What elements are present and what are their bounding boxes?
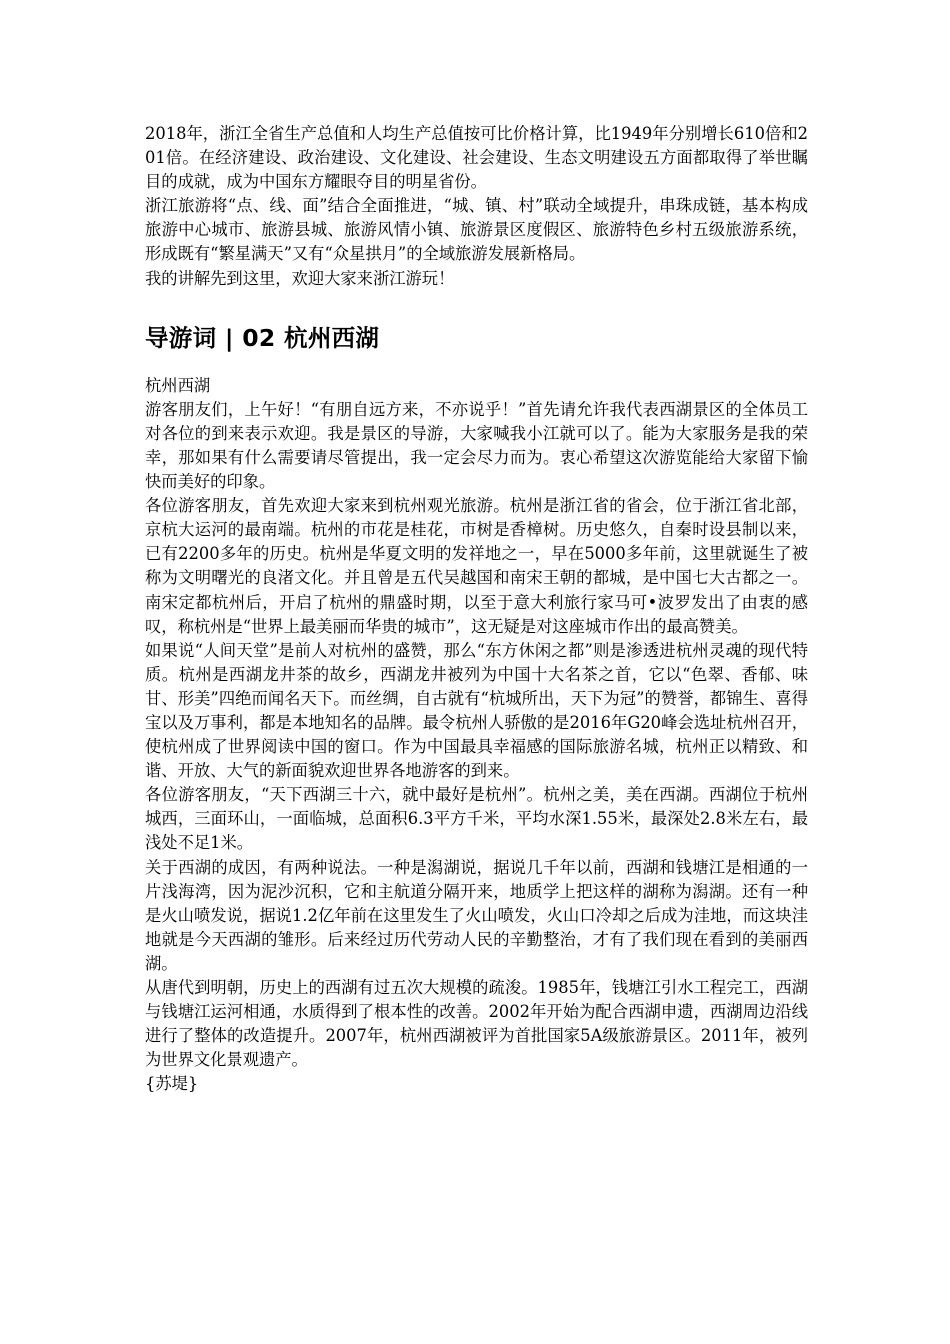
body-section — [145, 374, 808, 1097]
document-page — [145, 122, 808, 1096]
intro-paragraph-2: 浙江旅游将“点、线、面”结合全面推进，“城、镇、村”联动全域提升，串珠成链，基本构成旅游中心城市、旅游县城、旅游风情小镇、旅游景区度假区、旅游特色乡村五级旅游系统，形成既有“繁星满天”又有“众星拱月”的全域旅游发展新格局。 — [145, 196, 808, 264]
intro-section — [145, 122, 808, 291]
body-paragraph-6: 从唐代到明朝，历史上的西湖有过五次大规模的疏浚。1985年，钱塘江引水工程完工，西湖与钱塘江运河相通，水质得到了根本性的改善。2002年开始为配合西湖申遗，西湖周边沿线进行了整体的改造提升。2007年，杭州西湖被评为首批国家5A级旅游景区。2011年，被列为世界文化景观遗产。 — [145, 978, 808, 1070]
body-trailing-label: {苏堤} — [145, 1074, 199, 1094]
intro-paragraph-3: 我的讲解先到这里，欢迎大家来浙江游玩！ — [145, 268, 455, 288]
body-paragraph-3: 如果说“人间天堂”是前人对杭州的盛赞，那么“东方休闲之都”则是渗透进杭州灵魂的现代特质。杭州是西湖龙井茶的故乡，西湖龙井被列为中国十大名茶之首，它以“色翠、香郁、味甘、形美”四绝而闻名天下。而丝绸，自古就有“杭城所出，天下为冠”的赞誉，都锦生、喜得宝以及万事利，都是本地知名的品牌。最令杭州人骄傲的是2016年G20峰会选址杭州召开，使杭州成了世界阅读中国的窗口。作为中国最具幸福感的国际旅游名城，杭州正以精致、和谐、开放、大气的新面貌欢迎世界各地游客的到来。 — [145, 640, 808, 781]
section-heading: 导游词 | 02 杭州西湖 — [145, 323, 380, 352]
body-paragraph-2: 各位游客朋友，首先欢迎大家来到杭州观光旅游。杭州是浙江省的省会，位于浙江省北部，京杭大运河的最南端。杭州的市花是桂花，市树是香樟树。历史悠久，自秦时设县制以来，已有2200多年的历史。杭州是华夏文明的发祥地之一，早在5000多年前，这里就诞生了被称为文明曙光的良渚文化。并且曾是五代吴越国和南宋王朝的都城，是中国七大古都之一。南宋定都杭州后，开启了杭州的鼎盛时期，以至于意大利旅行家马可•波罗发出了由衷的感叹，称杭州是“世界上最美丽而华贵的城市”，这无疑是对这座城市作出的最高赞美。 — [145, 496, 808, 636]
body-paragraph-4: 各位游客朋友，“天下西湖三十六，就中最好是杭州”。杭州之美，美在西湖。西湖位于杭州城西，三面环山，一面临城，总面积6.3平方千米，平均水深1.55米，最深处2.8米左右，最浅处不足1米。 — [145, 785, 808, 853]
intro-paragraph-1: 2018年，浙江全省生产总值和人均生产总值按可比价格计算，比1949年分别增长610倍和201倍。在经济建设、政治建设、文化建设、社会建设、生态文明建设五方面都取得了举世瞩目的成就，成为中国东方耀眼夺目的明星省份。 — [145, 124, 808, 192]
body-paragraph-5: 关于西湖的成因，有两种说法。一种是潟湖说，据说几千年以前，西湖和钱塘江是相通的一片浅海湾，因为泥沙沉积，它和主航道分隔开来，地质学上把这样的湖称为潟湖。还有一种是火山喷发说，据说1.2亿年前在这里发生了火山喷发，火山口冷却之后成为洼地，而这块洼地就是今天西湖的雏形。后来经过历代劳动人民的辛勤整治，才有了我们现在看到的美丽西湖。 — [145, 857, 808, 973]
body-subtitle: 杭州西湖 — [145, 375, 211, 395]
body-paragraph-1: 游客朋友们，上午好！“有朋自远方来，不亦说乎！”首先请允许我代表西湖景区的全体员工对各位的到来表示欢迎。我是景区的导游，大家喊我小江就可以了。能为大家服务是我的荣幸，那如果有什么需要请尽管提出，我一定会尽力而为。衷心希望这次游览能给大家留下愉快而美好的印象。 — [145, 399, 808, 492]
